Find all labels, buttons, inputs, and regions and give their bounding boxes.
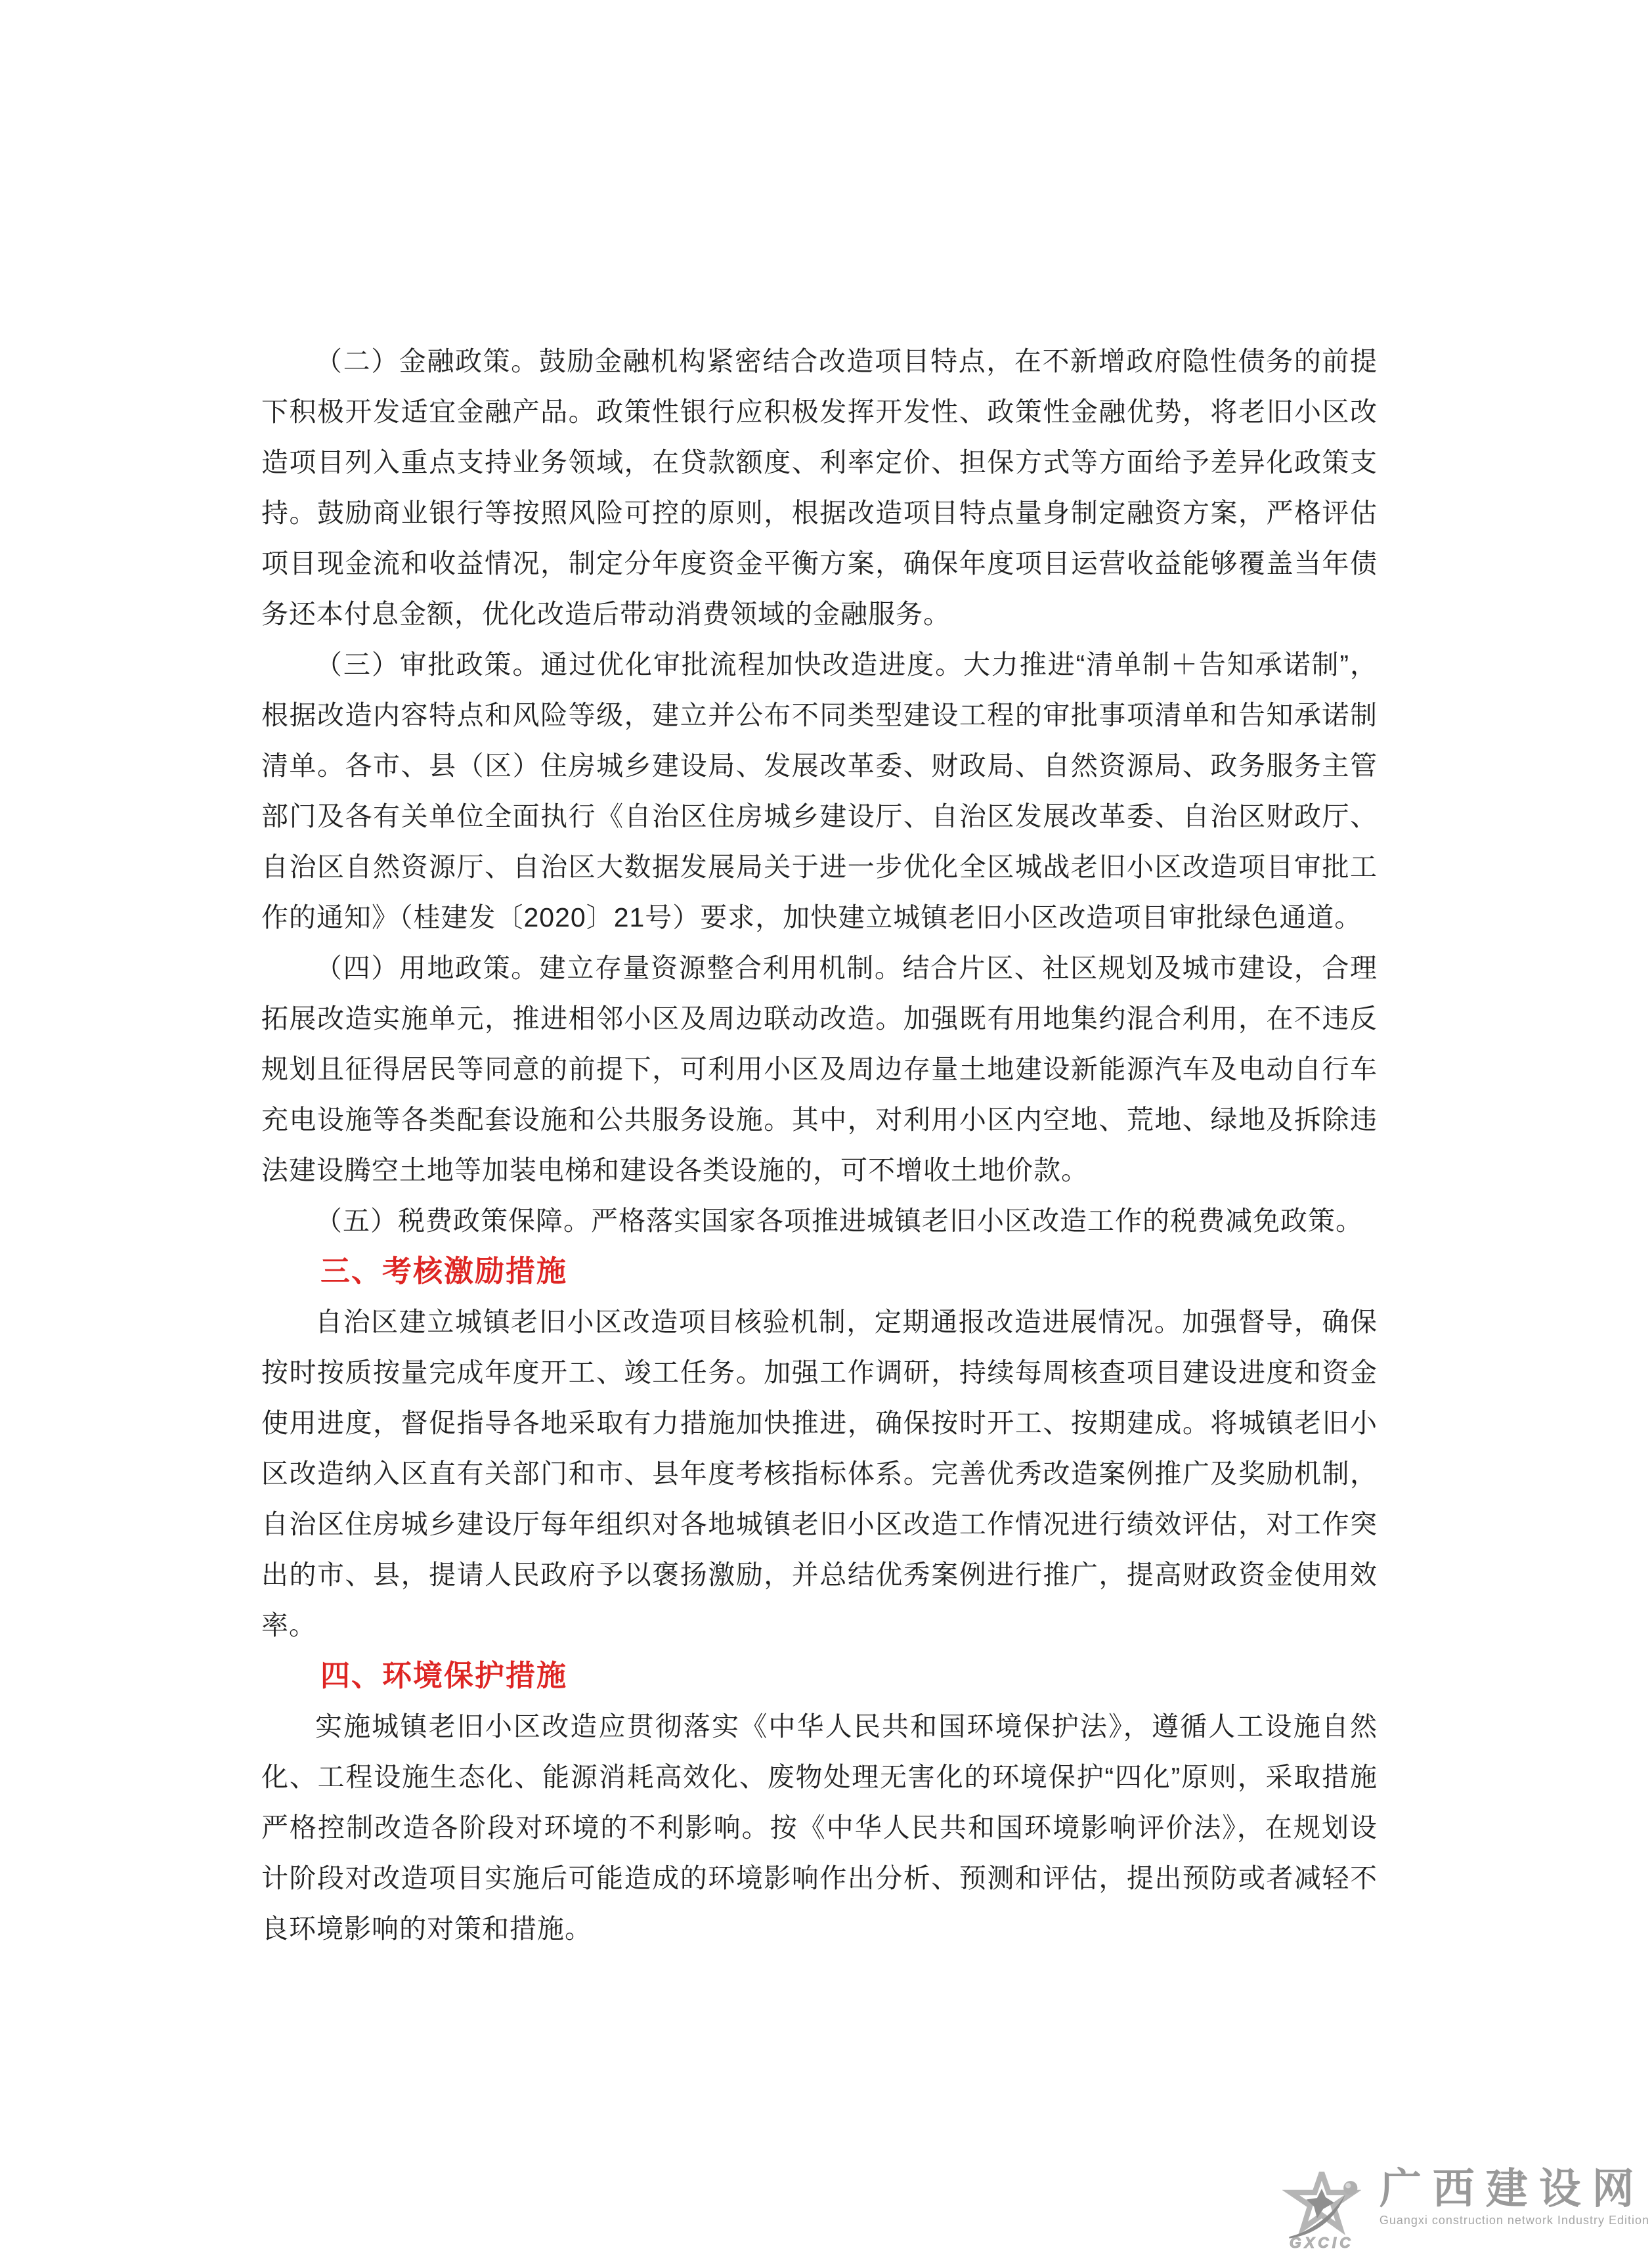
document-body bbox=[261, 336, 1378, 1954]
paragraph-environment-detail: 实施城镇老旧小区改造应贯彻落实《中华人民共和国环境保护法》，遵循人工设施自然化、工程设施生态化、能源消耗高效化、废物处理无害化的环境保护“四化”原则，采取措施严格控制改造各阶段对环境的不利影响。按《中华人民共和国环境影响评价法》，在规划设计阶段对改造项目实施后可能造成的环境影响作出分析、预测和评估，提出预防或者减轻不良环境影响的对策和措施。 bbox=[261, 1711, 1378, 1944]
paragraph-assessment-detail: 自治区建立城镇老旧小区改造项目核验机制，定期通报改造进展情况。加强督导，确保按时按质按量完成年度开工、竣工任务。加强工作调研，持续每周核查项目建设进度和资金使用进度，督促指导各地采取有力措施加快推进，确保按时开工、按期建成。将城镇老旧小区改造纳入区直有关部门和市、县年度考核指标体系。完善优秀改造案例推广及奖励机制，自治区住房城乡建设厅每年组织对各地城镇老旧小区改造工作情况进行绩效评估，对工作突出的市、县，提请人民政府予以褒扬激励，并总结优秀案例进行推广，提高财政资金使用效率。 bbox=[261, 1307, 1378, 1640]
site-watermark bbox=[1278, 2168, 1649, 2252]
gxcic-star-icon bbox=[1282, 2172, 1361, 2243]
heading-assessment-incentive: 三、考核激励措施 bbox=[320, 1255, 568, 1288]
paragraph-land-policy: （四）用地政策。建立存量资源整合利用机制。结合片区、社区规划及城市建设，合理拓展改造实施单元，推进相邻小区及周边联动改造。加强既有用地集约混合利用，在不违反规划且征得居民等同意的前提下，可利用小区及周边存量土地建设新能源汽车及电动自行车充电设施等各类配套设施和公共服务设施。其中，对利用小区内空地、荒地、绿地及拆除违法建设腾空土地等加装电梯和建设各类设施的，可不增收土地价款。 bbox=[261, 953, 1378, 1185]
paragraph-financial-policy: （二）金融政策。鼓励金融机构紧密结合改造项目特点，在不新增政府隐性债务的前提下积极开发适宜金融产品。政策性银行应积极发挥开发性、政策性金融优势，将老旧小区改造项目列入重点支持业务领域，在贷款额度、利率定价、担保方式等方面给予差异化政策支持。鼓励商业银行等按照风险可控的原则，根据改造项目特点量身制定融资方案，严格评估项目现金流和收益情况，制定分年度资金平衡方案，确保年度项目运营收益能够覆盖当年债务还本付息金额，优化改造后带动消费领域的金融服务。 bbox=[261, 346, 1378, 629]
gxcic-logo bbox=[1278, 2172, 1365, 2252]
paragraph-approval-policy: （三）审批政策。通过优化审批流程加快改造进度。大力推进“清单制＋告知承诺制”，根据改造内容特点和风险等级，建立并公布不同类型建设工程的审批事项清单和告知承诺制清单。各市、县（区）住房城乡建设局、发展改革委、财政局、自然资源局、政务服务主管部门及各有关单位全面执行《自治区住房城乡建设厅、自治区发展改革委、自治区财政厅、自治区自然资源厅、自治区大数据发展局关于进一步优化全区城战老旧小区改造项目审批工作的通知》（桂建发〔2020〕21号）要求，加快建立城镇老旧小区改造项目审批绿色通道。 bbox=[261, 649, 1378, 932]
watermark-tagline: Guangxi construction network Industry Edition bbox=[1379, 2214, 1649, 2227]
heading-environment-protection: 四、环境保护措施 bbox=[320, 1659, 568, 1692]
paragraph-tax-policy: （五）税费政策保障。严格落实国家各项推进城镇老旧小区改造工作的税费减免政策。 bbox=[315, 1206, 1363, 1236]
gxcic-abbr-label: GXCIC bbox=[1289, 2234, 1354, 2251]
watermark-site-name: 广西建设网 bbox=[1379, 2166, 1645, 2212]
